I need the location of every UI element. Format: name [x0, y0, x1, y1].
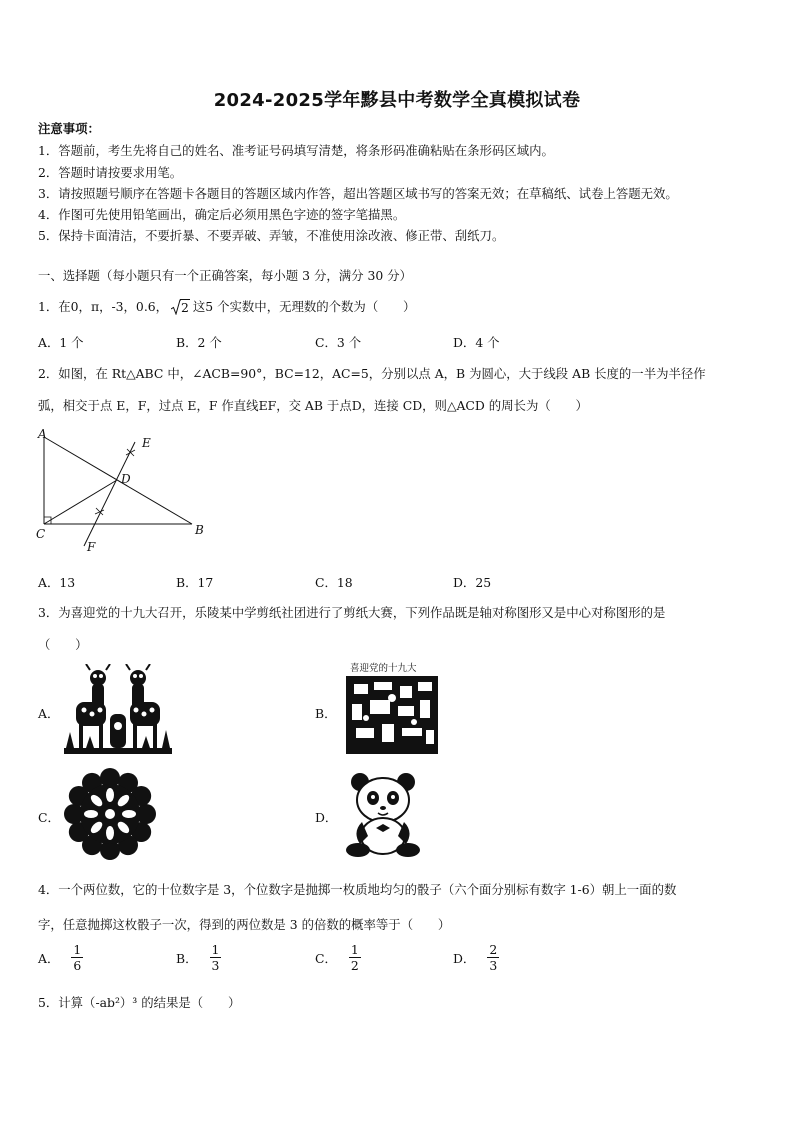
- label-a: A: [38, 428, 47, 441]
- q3-option-b-label[interactable]: B．: [315, 706, 337, 721]
- question-3-line1: 3．为喜迎党的十九大召开，乐陵某中学剪纸社团进行了剪纸大赛，下列作品既是轴对称图形又是中心对称图形的是: [38, 605, 666, 620]
- q3-option-c-label[interactable]: C．: [38, 810, 60, 825]
- label-e: E: [142, 436, 151, 450]
- denominator: 3: [489, 958, 498, 973]
- papercut-deer-image: [62, 664, 174, 756]
- papercut-congress-image: [340, 660, 444, 756]
- q1-option-d[interactable]: D．4 个: [453, 335, 500, 350]
- question-3-line2: （ ）: [38, 637, 88, 652]
- line-ef: [84, 442, 135, 546]
- denominator: 3: [211, 958, 220, 973]
- q1-prefix: 1．在0，π，-3，0.6，: [38, 299, 169, 314]
- denominator: 2: [350, 958, 359, 973]
- option-letter: C．: [315, 950, 337, 966]
- q1-option-c[interactable]: C．3 个: [315, 335, 362, 350]
- papercut-flower-image: [62, 766, 158, 862]
- sqrt-symbol: [171, 299, 190, 315]
- papercut-panda-image: [340, 770, 426, 858]
- numerator: 1: [73, 942, 82, 957]
- label-c: C: [36, 527, 46, 541]
- page-title: 2024-2025学年黟县中考数学全真模拟试卷: [213, 90, 581, 111]
- fraction: [210, 942, 222, 973]
- question-5: 5．计算（-ab²）³ 的结果是（ ）: [38, 995, 241, 1010]
- q4-option-a[interactable]: [38, 942, 83, 973]
- notice-item: 2．答题时请按要求用笔。: [38, 165, 183, 180]
- numerator: 2: [489, 942, 498, 957]
- q3-option-a-label[interactable]: A．: [38, 706, 60, 721]
- q1-suffix: 这5 个实数中，无理数的个数为（ ）: [192, 299, 416, 314]
- question-1: [38, 297, 415, 315]
- denominator: 6: [73, 958, 82, 973]
- numerator: 1: [211, 942, 220, 957]
- q4-option-c[interactable]: [315, 942, 361, 973]
- label-f: F: [87, 540, 96, 554]
- section-heading: 一、选择题（每小题只有一个正确答案，每小题 3 分，满分 30 分）: [38, 268, 412, 283]
- q1-option-a[interactable]: A．1 个: [38, 335, 84, 350]
- notice-item: 1．答题前，考生先将自己的姓名、准考证号码填写清楚，将条形码准确粘贴在条形码区域内。: [38, 143, 554, 158]
- fraction: [71, 942, 83, 973]
- q2-option-d[interactable]: D．25: [453, 575, 492, 590]
- triangle-figure: [34, 428, 214, 558]
- notice-item: 3．请按照题号顺序在答题卡各题目的答题区域内作答，超出答题区域书写的答案无效；在草稿纸、试卷上答题无效。: [38, 186, 678, 201]
- q1-radicand: 2: [181, 300, 189, 315]
- image-b-caption: 喜迎党的十九大: [350, 663, 417, 674]
- question-4-line1: 4．一个两位数，它的十位数字是 3，个位数字是抛掷一枚质地均匀的骰子（六个面分别标有数字 1-6）朝上一面的数: [38, 882, 677, 897]
- fraction: [487, 942, 499, 973]
- option-letter: A．: [38, 950, 60, 966]
- option-letter: D．: [453, 950, 476, 966]
- question-2-line1: 2．如图，在 Rt△ABC 中，∠ACB=90°，BC=12，AC=5，分别以点 A，B 为圆心，大于线段 AB 长度的一半为半径作: [38, 366, 706, 381]
- question-4-line2: 字，任意抛掷这枚骰子一次，得到的两位数是 3 的倍数的概率等于（ ）: [38, 917, 451, 932]
- q4-option-b[interactable]: [176, 942, 221, 973]
- q4-option-d[interactable]: [453, 942, 499, 973]
- label-d: D: [121, 472, 131, 486]
- q1-option-b[interactable]: B．2 个: [176, 335, 222, 350]
- notice-item: 4．作图可先使用铅笔画出，确定后必须用黑色字迹的签字笔描黑。: [38, 207, 406, 222]
- option-letter: B．: [176, 950, 198, 966]
- label-b: B: [195, 523, 204, 537]
- fraction: [349, 942, 361, 973]
- q3-option-d-label[interactable]: D．: [315, 810, 338, 825]
- q2-option-c[interactable]: C．18: [315, 575, 353, 590]
- notice-item: 5．保持卡面清洁，不要折暴、不要弄破、弄皱，不准使用涂改液、修正带、刮纸刀。: [38, 228, 505, 243]
- notice-heading: 注意事项：: [38, 121, 100, 136]
- numerator: 1: [350, 942, 359, 957]
- question-2-line2: 弧，相交于点 E，F，过点 E，F 作直线EF，交 AB 于点D，连接 CD，则△ACD 的周长为（ ）: [38, 398, 588, 413]
- q2-option-a[interactable]: A．13: [38, 575, 76, 590]
- q2-option-b[interactable]: B．17: [176, 575, 214, 590]
